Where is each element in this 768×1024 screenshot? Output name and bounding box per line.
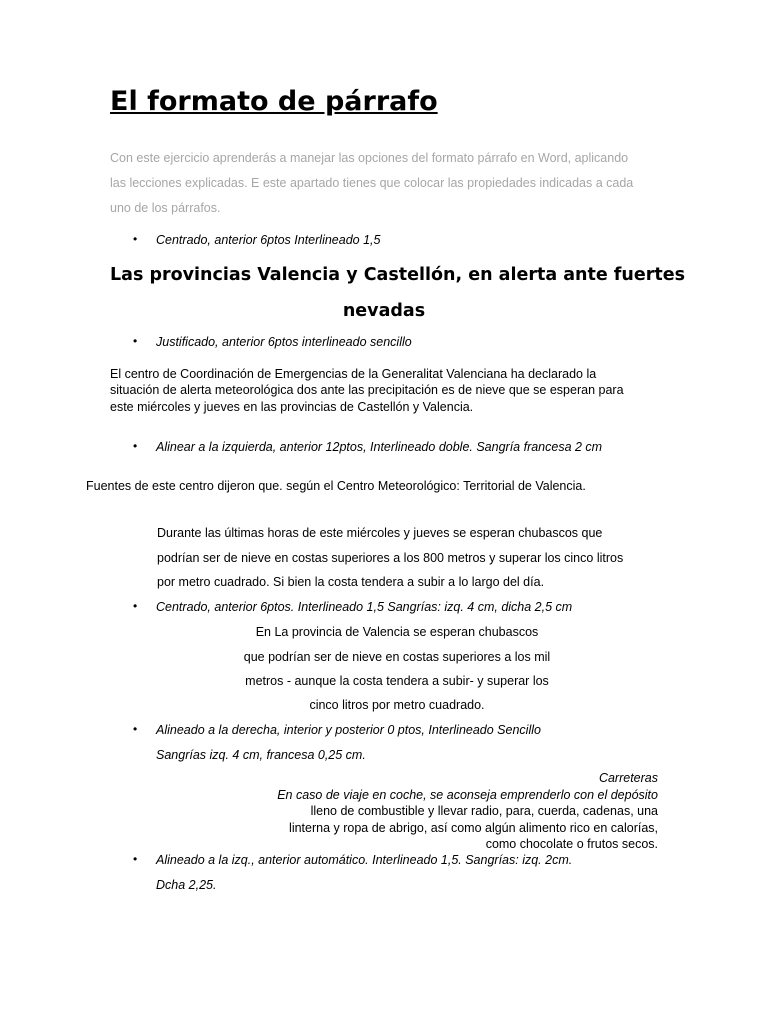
bullet-icon: • — [133, 232, 138, 246]
news-heading-line: nevadas — [342, 301, 426, 321]
bullet-icon: • — [133, 852, 138, 866]
paragraph-line: linterna y ropa de abrigo, así como algún alimento rico en calorías, — [289, 821, 658, 835]
paragraph-line: podrían ser de nieve en costas superiores a los 800 metros y superar los cinco litros — [157, 551, 624, 565]
instruction-bullet: Justificado, anterior 6ptos interlineado sencillo — [156, 335, 412, 349]
bullet-icon: • — [133, 334, 138, 348]
news-heading-line: Las provincias Valencia y Castellón, en alerta ante fuertes — [110, 265, 686, 285]
bullet-icon: • — [133, 439, 138, 453]
instruction-bullet-continuation: Dcha 2,25. — [156, 878, 217, 892]
intro-line: las lecciones explicadas. E este apartado tienes que colocar las propiedades indicadas a cada — [110, 176, 634, 190]
paragraph-line: Carreteras — [598, 771, 658, 785]
instruction-bullet: Centrado, anterior 6ptos Interlineado 1,5 — [156, 233, 381, 247]
instruction-bullet: Alineado a la derecha, interior y posterior 0 ptos, Interlineado Sencillo — [156, 723, 541, 737]
paragraph-line: El centro de Coordinación de Emergencias de la Generalitat Valenciana ha declarado la — [110, 367, 597, 381]
paragraph-line: Fuentes de este centro dijeron que. según el Centro Meteorológico: Territorial de Valencia. — [86, 479, 586, 493]
document-title: El formato de párrafo — [110, 86, 438, 117]
instruction-bullet-continuation: Sangrías izq. 4 cm, francesa 0,25 cm. — [156, 748, 366, 762]
paragraph-line: lleno de combustible y llevar radio, para, cuerda, cadenas, una — [310, 804, 658, 818]
paragraph-line: En La provincia de Valencia se esperan chubascos — [255, 625, 539, 639]
paragraph-line: En caso de viaje en coche, se aconseja emprenderlo con el depósito — [277, 788, 658, 802]
paragraph-line: que podrían ser de nieve en costas superiores a los mil — [243, 650, 551, 664]
paragraph-line: por metro cuadrado. Si bien la costa tendera a subir a lo largo del día. — [157, 575, 545, 589]
paragraph-line: como chocolate o frutos secos. — [485, 837, 658, 851]
paragraph-line: este miércoles y jueves en las provincias de Castellón y Valencia. — [110, 400, 474, 414]
intro-line: Con este ejercicio aprenderás a manejar las opciones del formato párrafo en Word, aplicando — [110, 151, 629, 165]
intro-line: uno de los párrafos. — [110, 201, 221, 215]
instruction-bullet: Centrado, anterior 6ptos. Interlineado 1,5 Sangrías: izq. 4 cm, dicha 2,5 cm — [156, 600, 573, 614]
instruction-bullet: Alinear a la izquierda, anterior 12ptos, Interlineado doble. Sangría francesa 2 cm — [156, 440, 603, 454]
bullet-icon: • — [133, 599, 138, 613]
bullet-icon: • — [133, 722, 138, 736]
paragraph-line: cinco litros por metro cuadrado. — [309, 698, 485, 712]
paragraph-line: Durante las últimas horas de este miércoles y jueves se esperan chubascos que — [157, 526, 603, 540]
instruction-bullet: Alineado a la izq., anterior automático. Interlineado 1,5. Sangrías: izq. 2cm. — [156, 853, 573, 867]
paragraph-line: metros - aunque la costa tendera a subir- y superar los — [245, 674, 549, 688]
paragraph-line: situación de alerta meteorológica dos ante las precipitación es de nieve que se esperan para — [110, 383, 624, 397]
